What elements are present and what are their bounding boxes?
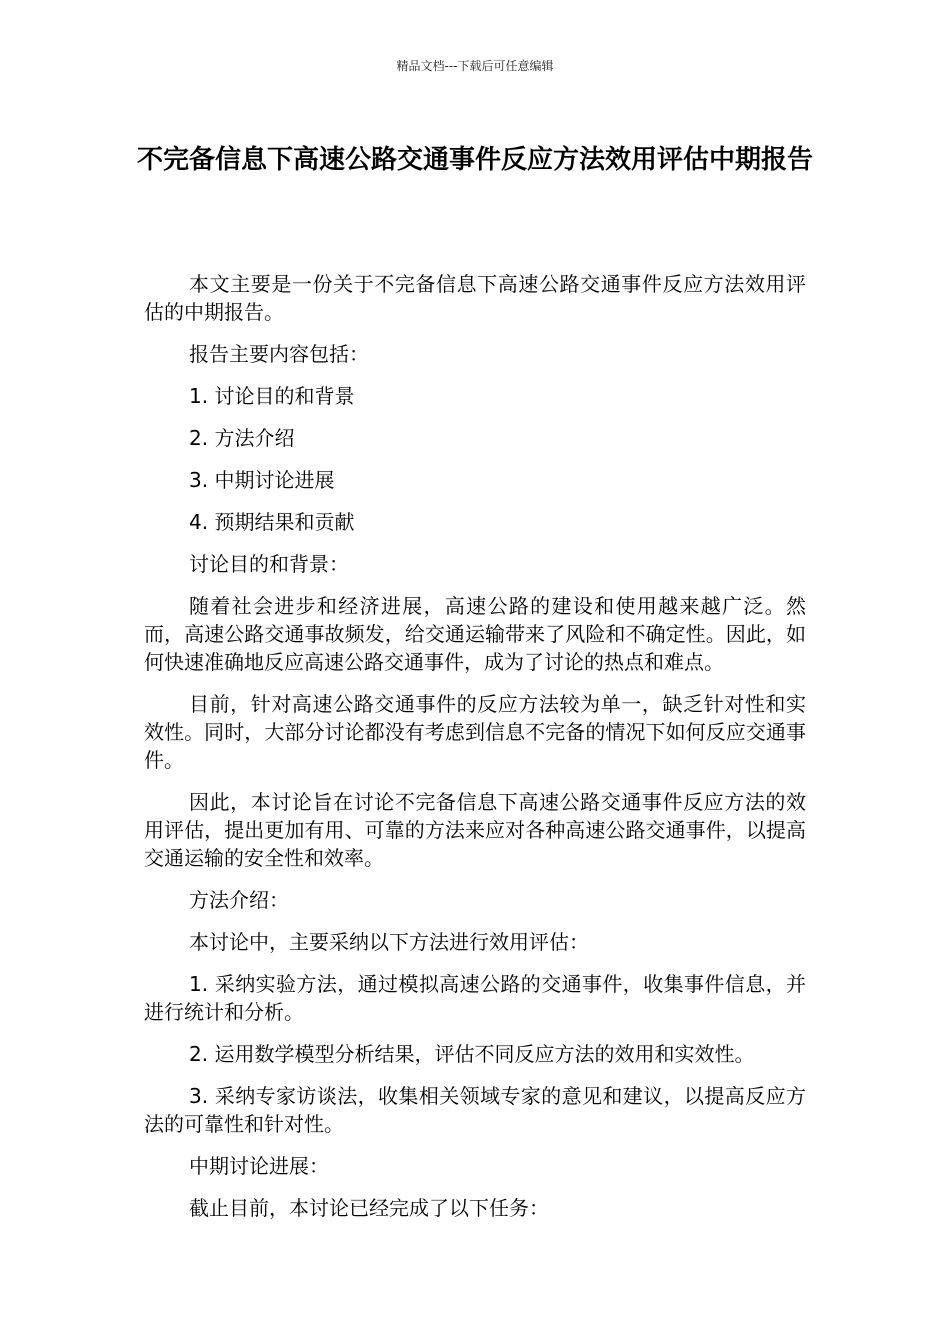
intro-paragraph: 本文主要是一份关于不完备信息下高速公路交通事件反应方法效用评估的中期报告。 [144,272,806,324]
methods-intro: 本讨论中，主要采纳以下方法进行效用评估： [189,930,589,954]
contents-item-3: 3. 中期讨论进展 [189,468,335,492]
methods-item-3: 3. 采纳专家访谈法，收集相关领域专家的意见和建议，以提高反应方法的可靠性和针对性。 [144,1084,806,1136]
methods-item-1: 1. 采纳实验方法，通过模拟高速公路的交通事件，收集事件信息，并进行统计和分析。 [144,972,806,1024]
purpose-paragraph-3: 因此，本讨论旨在讨论不完备信息下高速公路交通事件反应方法的效用评估，提出更加有用、可靠的方法来应对各种高速公路交通事件，以提高交通运输的安全性和效率。 [144,790,806,870]
document-body [144,270,806,1236]
section-heading-methods: 方法介绍： [189,888,289,912]
contents-item-2: 2. 方法介绍 [189,426,295,450]
contents-item-1: 1. 讨论目的和背景 [189,384,355,408]
contents-heading: 报告主要内容包括： [189,342,369,366]
document-title: 不完备信息下高速公路交通事件反应方法效用评估中期报告 [136,145,813,175]
purpose-paragraph-2: 目前，针对高速公路交通事件的反应方法较为单一，缺乏针对性和实效性。同时，大部分讨论都没有考虑到信息不完备的情况下如何反应交通事件。 [144,692,806,772]
purpose-paragraph-1: 随着社会进步和经济进展，高速公路的建设和使用越来越广泛。然而，高速公路交通事故频发，给交通运输带来了风险和不确定性。因此，如何快速准确地反应高速公路交通事件，成为了讨论的热点和难点。 [144,594,806,674]
contents-item-4: 4. 预期结果和贡献 [189,510,355,534]
header-note: 精品文档---下载后可任意编辑 [396,59,554,73]
progress-intro: 截止目前，本讨论已经完成了以下任务： [189,1196,549,1220]
methods-item-2: 2. 运用数学模型分析结果，评估不同反应方法的效用和实效性。 [189,1042,755,1066]
section-heading-purpose: 讨论目的和背景： [189,552,349,576]
section-heading-progress: 中期讨论进展： [189,1154,329,1178]
